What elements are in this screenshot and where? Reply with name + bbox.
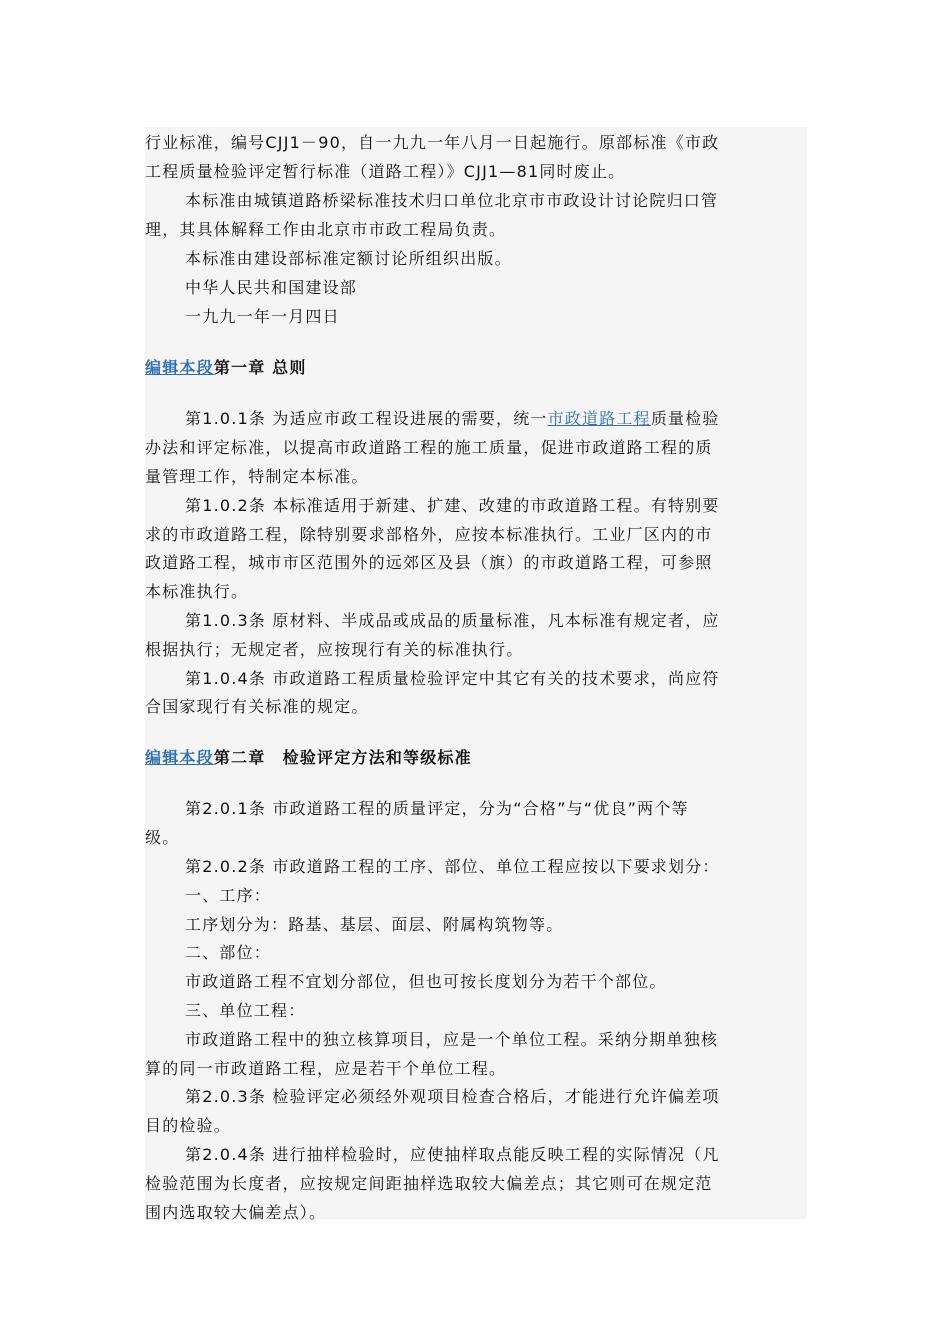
article-line: 市政道路工程不宜划分部位，但也可按长度划分为若干个部位。 <box>185 972 667 991</box>
article-line: 级。 <box>145 828 180 847</box>
subsection-title: 一、工序： <box>185 886 272 905</box>
article-line: 算的同一市政道路工程，应是若干个单位工程。 <box>145 1059 507 1078</box>
subsection-title: 三、单位工程： <box>185 1001 306 1020</box>
article-line: 合国家现行有关标准的规定。 <box>145 697 369 716</box>
article-line: 目的检验。 <box>145 1116 232 1135</box>
article-line: 求的市政道路工程，除特别要求部格外，应按本标准执行。工业厂区内的市 <box>145 525 713 544</box>
intro-line: 本标准由建设部标准定额讨论所组织出版。 <box>185 249 512 268</box>
article-line: 检验范围为长度者，应按规定间距抽样选取较大偏差点；其它则可在规定范 <box>145 1174 713 1193</box>
intro-line: 工程质量检验评定暂行标准（道路工程）》CJJ1—81同时废止。 <box>145 162 626 181</box>
article-line: 第1.0.4条 市政道路工程质量检验评定中其它有关的技术要求，尚应符 <box>185 669 720 688</box>
article-text: 质量检验 <box>650 409 720 428</box>
chapter-title: 第一章 总则 <box>213 358 307 377</box>
article-line: 第2.0.3条 检验评定必须经外观项目检查合格后，才能进行允许偏差项 <box>185 1087 720 1106</box>
article-line: 政道路工程，城市市区范围外的远郊区及县（旗）的市政道路工程，可参照 <box>145 553 713 572</box>
chapter-heading <box>145 353 805 382</box>
article-line: 第1.0.3条 原材料、半成品或成品的质量标准，凡本标准有规定者，应 <box>185 611 720 630</box>
chapter-heading <box>145 743 805 772</box>
edit-section-link[interactable]: 编辑本段 <box>145 748 214 767</box>
article-line: 围内选取较大偏差点）。 <box>145 1203 327 1222</box>
municipal-road-link[interactable]: 市政道路工程 <box>547 409 651 428</box>
article-line: 工序划分为：路基、基层、面层、附属构筑物等。 <box>185 915 564 934</box>
article-line: 本标准执行。 <box>145 582 249 601</box>
chapter-title: 第二章 检验评定方法和等级标准 <box>213 748 472 767</box>
article-line: 第2.0.4条 进行抽样检验时，应使抽样取点能反映工程的实际情况（凡 <box>185 1145 720 1164</box>
article-line: 办法和评定标准，以提高市政道路工程的施工质量，促进市政道路工程的质 <box>145 438 713 457</box>
edit-section-link[interactable]: 编辑本段 <box>145 358 214 377</box>
issue-date: 一九九一年一月四日 <box>185 307 340 326</box>
article-line: 第1.0.2条 本标准适用于新建、扩建、改建的市政道路工程。有特别要 <box>185 496 720 515</box>
article-line: 第2.0.2条 市政道路工程的工序、部位、单位工程应按以下要求划分： <box>185 857 720 876</box>
article-text: 第1.0.1条 为适应市政工程设进展的需要，统一 <box>185 409 548 428</box>
article-line: 第2.0.1条 市政道路工程的质量评定，分为“合格”与“优良”两个等 <box>185 799 689 818</box>
article-line: 根据执行；无规定者，应按现行有关的标准执行。 <box>145 640 524 659</box>
article-line: 量管理工作，特制定本标准。 <box>145 467 369 486</box>
intro-line: 本标准由城镇道路桥梁标准技术归口单位北京市市政设计讨论院归口管 <box>185 191 719 210</box>
intro-line: 理，其具体解释工作由北京市市政工程局负责。 <box>145 220 507 239</box>
article-line <box>185 404 805 433</box>
article-line: 市政道路工程中的独立核算项目，应是一个单位工程。采纳分期单独核 <box>185 1030 719 1049</box>
issuer: 中华人民共和国建设部 <box>185 278 358 297</box>
intro-line: 行业标准，编号CJJ1－90，自一九九一年八月一日起施行。原部标准《市政 <box>145 133 720 152</box>
subsection-title: 二、部位： <box>185 943 272 962</box>
